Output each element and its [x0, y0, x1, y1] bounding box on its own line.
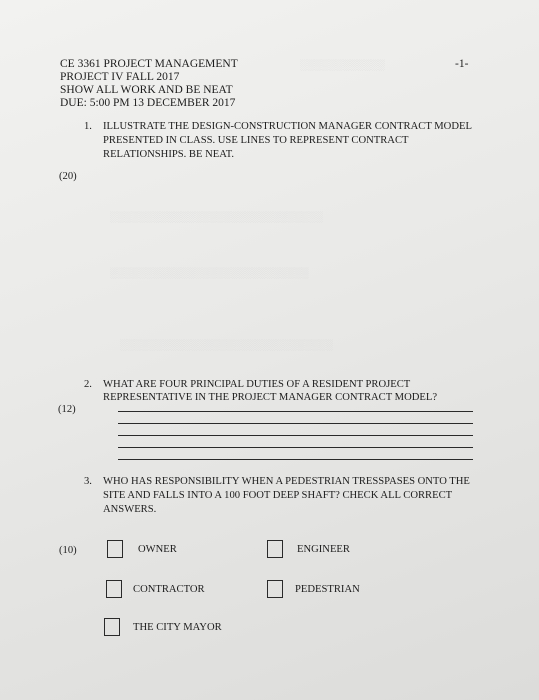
bleed-through-text: ░░░░░░░░░░░░ [300, 60, 386, 71]
answer-line[interactable] [118, 423, 473, 424]
bleed-through-text: ░░░░░░░░░░░░░░░░░░░░░░░░░░░░ [110, 268, 309, 279]
answer-line[interactable] [118, 459, 473, 460]
q2-number: 2. [84, 379, 92, 390]
contractor-label: CONTRACTOR [133, 584, 205, 595]
q2-text-line2: REPRESENTATIVE IN THE PROJECT MANAGER CONTRACT MODEL? [103, 392, 438, 403]
q3-text-line2: SITE AND FALLS INTO A 100 FOOT DEEP SHAFT? CHECK ALL CORRECT [103, 490, 453, 501]
instructions: SHOW ALL WORK AND BE NEAT [60, 84, 233, 96]
q2-points: (12) [58, 404, 76, 415]
q1-text-line1: ILLUSTRATE THE DESIGN-CONSTRUCTION MANAGER CONTRACT MODEL [103, 121, 472, 132]
engineer-checkbox[interactable] [267, 540, 283, 558]
answer-line[interactable] [118, 435, 473, 436]
q1-number: 1. [84, 121, 92, 132]
answer-line[interactable] [118, 411, 473, 412]
q1-text-line2: PRESENTED IN CLASS. USE LINES TO REPRESENT CONTRACT [103, 135, 409, 146]
due-date: DUE: 5:00 PM 13 DECEMBER 2017 [60, 97, 236, 109]
course-title: CE 3361 PROJECT MANAGEMENT [60, 58, 238, 70]
q1-text-line3: RELATIONSHIPS. BE NEAT. [103, 149, 235, 160]
q2-text-line1: WHAT ARE FOUR PRINCIPAL DUTIES OF A RESIDENT PROJECT [103, 379, 411, 390]
answer-line[interactable] [118, 447, 473, 448]
pedestrian-checkbox[interactable] [267, 580, 283, 598]
bleed-through-text: ░░░░░░░░░░░░░░░░░░░░░░░░░░░░░░ [110, 212, 323, 223]
project-title: PROJECT IV FALL 2017 [60, 71, 180, 83]
q3-number: 3. [84, 476, 92, 487]
city-mayor-checkbox[interactable] [104, 618, 120, 636]
q3-text-line3: ANSWERS. [103, 504, 157, 515]
bleed-through-text: ░░░░░░░░░░░░░░░░░░░░░░░░░░░░░░ [120, 340, 333, 351]
q3-text-line1: WHO HAS RESPONSIBILITY WHEN A PEDESTRIAN TRESSPASES ONTO THE [103, 476, 470, 487]
owner-checkbox[interactable] [107, 540, 123, 558]
q1-points: (20) [59, 171, 77, 182]
pedestrian-label: PEDESTRIAN [295, 584, 360, 595]
q3-points: (10) [59, 545, 77, 556]
page-number: -1- [455, 58, 469, 70]
engineer-label: ENGINEER [297, 544, 350, 555]
owner-label: OWNER [138, 544, 177, 555]
city-mayor-label: THE CITY MAYOR [133, 622, 222, 633]
contractor-checkbox[interactable] [106, 580, 122, 598]
